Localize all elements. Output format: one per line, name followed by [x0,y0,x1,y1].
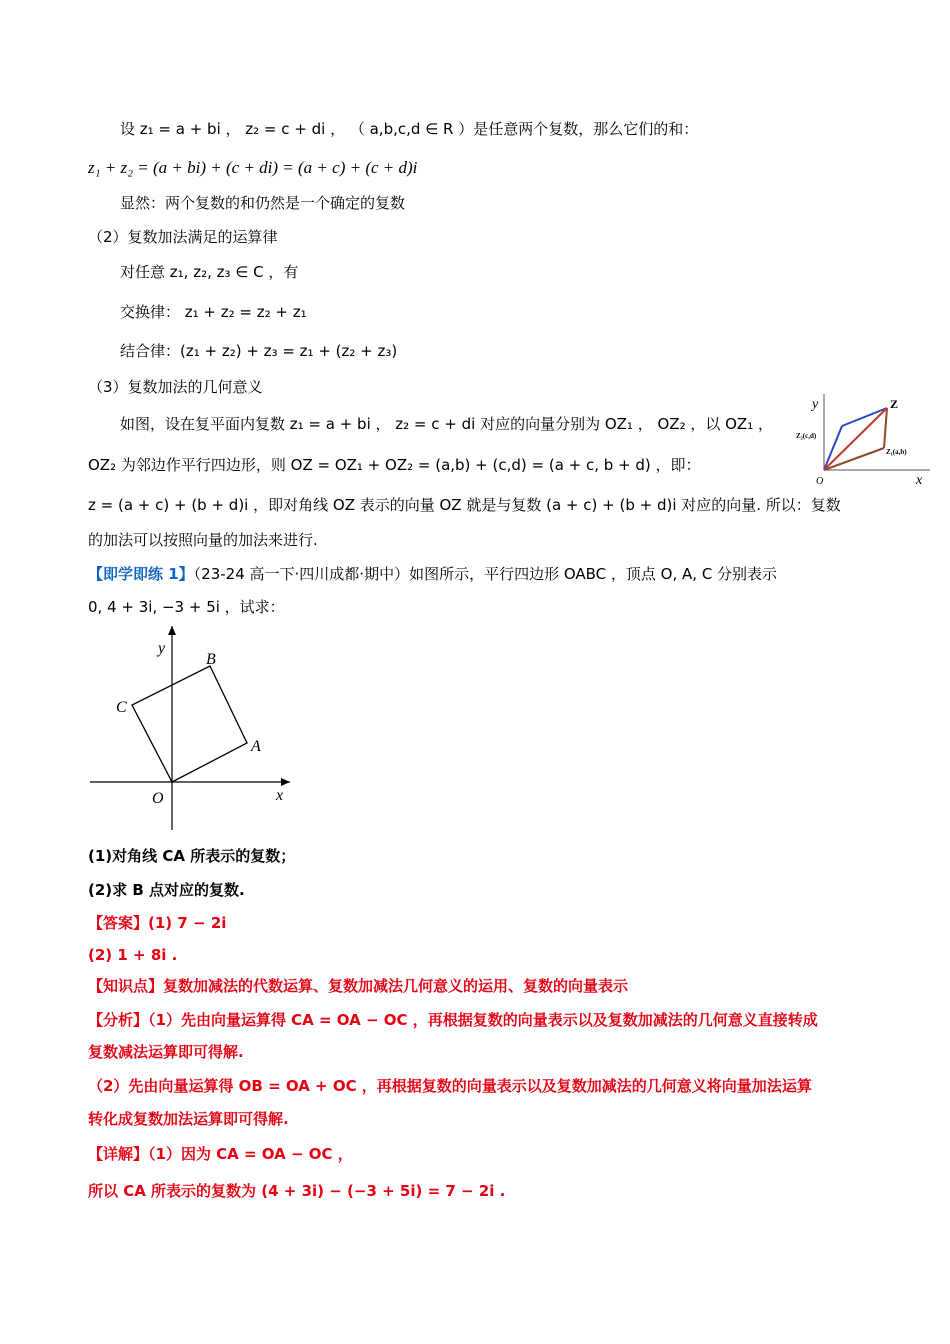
knowledge-tag: 【知识点】 [88,977,164,995]
detail-text-2: 所以 CA 所表示的复数为 (4 + 3i) − (−3 + 5i) = 7 − 2i . [88,1182,506,1200]
knowledge-text: 复数加减法的代数运算、复数加减法几何意义的运用、复数的向量表示 [163,977,629,995]
parallelogram-oabc [132,666,247,782]
line-9: 如图，设在复平面内复数 z₁ = a + bi ， z₂ = c + di 对应的向量分别为 OZ₁ ， OZ₂ ，以 OZ₁ ， [120,415,773,433]
fig1-z1-label: Z₁(a,b) [886,448,907,456]
analysis-tag: 【分析】 [88,1011,149,1029]
line-10: OZ₂ 为邻边作平行四边形，则 OZ = OZ₁ + OZ₂ = (a,b) + (c,d) = (a + c, b + d) ，即： [88,456,701,474]
line-12: 的加法可以按照向量的加法来进行. [88,531,318,549]
line-2: z₁ + z₂ = (a + bi) + (c + di) = (a + c) + (c + d)i [88,158,418,177]
vector-oz [824,408,887,470]
analysis-text-4: 转化成复数加法运算即可得解. [88,1110,289,1128]
exercise-line [88,563,777,587]
edge-z2-z [842,408,887,426]
fig2-y-arrow [168,626,176,635]
vector-oz1 [824,448,884,470]
fig1-origin-label: O [816,476,824,487]
fig1-x-label: x [916,473,923,488]
detail-line-1 [88,1143,353,1167]
fig2-point-a: A [251,738,261,755]
edge-z1-z [884,408,887,448]
analysis-text-2: 复数减法运算即可得解. [88,1043,244,1061]
heading-3: （3）复数加法的几何意义 [88,378,263,396]
exercise-tag: 【即学即练 1】 [88,565,194,583]
answer-tag: 【答案】 [88,914,149,932]
fig2-point-b: B [206,651,216,668]
analysis-text-1: （1）先由向量运算得 CA = OA − OC ，再根据复数的向量表示以及复数加减法的几何意义直接转成 [148,1011,818,1029]
knowledge-point-line [88,975,628,999]
answer-1: (1) 7 − 2i [148,914,227,932]
fig2-x-label: x [276,787,284,804]
exercise-text: （23-24 高一下·四川成都·期中）如图所示，平行四边形 OABC ，顶点 O, A, C 分别表示 [193,565,778,583]
fig2-x-arrow [281,778,290,786]
fig1-y-label: y [812,397,819,412]
line-5: 对任意 z₁, z₂, z₃ ∈ C ，有 [120,263,299,281]
fig2-point-c: C [116,699,127,716]
fig1-z-label: Z [890,397,899,411]
parallelogram-oabc-figure [80,620,300,835]
heading-2: （2）复数加法满足的运算律 [88,228,278,246]
answer-2: (2) 1 + 8i . [88,946,178,964]
answer-line-1 [88,912,226,936]
detail-text-1: （1）因为 CA = OA − OC ， [148,1145,353,1163]
question-2: (2)求 B 点对应的复数. [88,881,245,899]
detail-tag: 【详解】 [88,1145,149,1163]
line-11: z = (a + c) + (b + d)i ，即对角线 OZ 表示的向量 OZ 就是与复数 (a + c) + (b + d)i 对应的向量. 所以：复数 [88,496,841,514]
question-1: (1)对角线 CA 所表示的复数； [88,847,296,865]
line-3: 显然：两个复数的和仍然是一个确定的复数 [120,194,406,212]
line-6: 交换律： z₁ + z₂ = z₂ + z₁ [120,303,307,321]
analysis-line-1 [88,1009,818,1033]
line-1: 设 z₁ = a + bi ， z₂ = c + di ， （ a,b,c,d ∈ R ）是任意两个复数，那么它们的和： [120,120,699,138]
line-7: 结合律：(z₁ + z₂) + z₃ = z₁ + (z₂ + z₃) [120,342,398,360]
fig1-z2-label: Z₂(c,d) [796,432,817,440]
exercise-values: 0, 4 + 3i, −3 + 5i ，试求： [88,598,285,616]
fig2-point-o: O [152,790,164,807]
fig2-y-label: y [158,640,166,657]
vector-addition-figure [790,388,940,488]
analysis-text-3: （2）先由向量运算得 OB = OA + OC ，再根据复数的向量表示以及复数加减法的几何意义将向量加法运算 [88,1077,812,1095]
